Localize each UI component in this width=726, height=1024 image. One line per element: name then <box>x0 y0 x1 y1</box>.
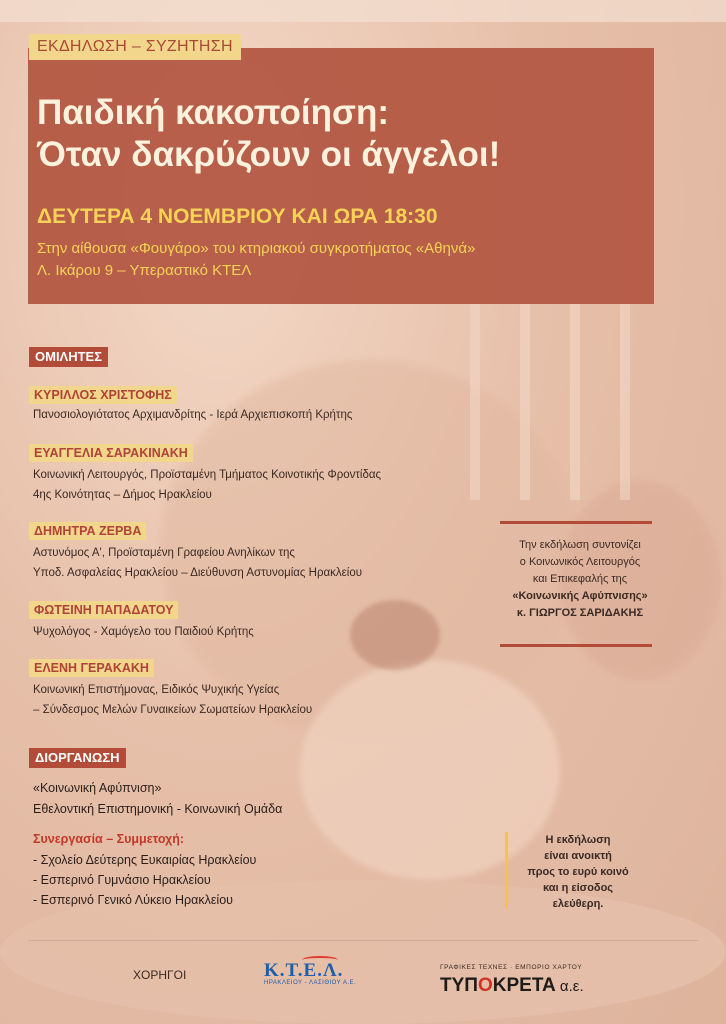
organizer-label: ΔΙΟΡΓΑΝΩΣΗ <box>29 748 126 768</box>
ktel-logo-subtitle: ΗΡΑΚΛΕΙΟΥ - ΛΑΣΙΘΙΟΥ Α.Ε. <box>264 980 357 986</box>
speaker-role: Αστυνόμος Α', Προϊσταμένη Γραφείου Ανηλίκων της <box>33 547 295 559</box>
event-title <box>37 92 500 176</box>
typokreta-brand-o: Ο <box>478 975 493 996</box>
ktel-logo-text: Κ.Τ.Ε.Λ. <box>264 960 344 981</box>
speaker-role: Πανοσιολογιότατος Αρχιμανδρίτης - Ιερά Αρχιεπισκοπή Κρήτης <box>33 409 353 421</box>
speakers-label: ΟΜΙΛΗΤΕΣ <box>29 347 108 367</box>
open-event-text <box>519 832 637 912</box>
bg-crib-rail <box>570 300 580 500</box>
typokreta-logo <box>440 964 600 1004</box>
speaker-role: – Σύνδεσμος Μελών Γυναικείων Σωματείων Ηρακλείου <box>33 704 313 716</box>
cooperation-item: - Σχολείο Δεύτερης Ευκαιρίας Ηρακλείου <box>33 853 257 867</box>
typokreta-tagline: ΓΡΑΦΙΚΕΣ ΤΕΧΝΕΣ · ΕΜΠΟΡΙΟ ΧΑΡΤΟΥ <box>440 964 583 971</box>
title-line-1: Παιδική κακοποίηση: <box>37 93 389 132</box>
event-type-tag: ΕΚΔΗΛΩΣΗ – ΣΥΖΗΤΗΣΗ <box>29 34 241 60</box>
coordinator-text <box>500 537 660 622</box>
top-strip <box>0 0 726 22</box>
coordinator-org: «Κοινωνικής Αφύπνισης» <box>512 590 648 602</box>
bg-crib-rail <box>620 300 630 500</box>
typokreta-brand <box>440 975 600 997</box>
speaker-name: ΕΛΕΝΗ ΓΕΡΑΚΑΚΗ <box>29 659 154 677</box>
cooperation-item: - Εσπερινό Γυμνάσιο Ηρακλείου <box>33 873 211 887</box>
coordinator-box <box>500 521 652 647</box>
open-event-line: προς το ευρύ κοινό <box>527 866 629 878</box>
organizer-description: Εθελοντική Επιστημονική - Κοινωνική Ομάδα <box>33 802 283 816</box>
coordinator-rule-top <box>500 521 652 524</box>
open-event-line: ελεύθερη. <box>552 898 604 910</box>
open-event-line: και η είσοδος <box>542 882 614 894</box>
organizer-name: «Κοινωνική Αφύπνιση» <box>33 781 162 795</box>
bg-crib-rail <box>520 300 530 500</box>
ktel-swoosh-icon <box>302 956 338 964</box>
open-event-line: είναι ανοικτή <box>544 850 612 862</box>
speaker-role: Κοινωνική Επιστήμονας, Ειδικός Ψυχικής Υγείας <box>33 684 280 696</box>
footer-divider <box>28 940 698 941</box>
speaker-role: Υποδ. Ασφαλείας Ηρακλείου – Διεύθυνση Αστυνομίας Ηρακλείου <box>33 567 363 579</box>
bg-blob-bear-nose <box>350 600 440 670</box>
cooperation-label: Συνεργασία – Συμμετοχή: <box>33 832 185 846</box>
coordinator-name: κ. ΓΙΩΡΓΟΣ ΣΑΡΙΔΑΚΗΣ <box>516 607 644 619</box>
title-line-2: Όταν δακρύζουν οι άγγελοι! <box>37 135 501 174</box>
coordinator-line: Την εκδήλωση συντονίζει <box>519 539 641 551</box>
typokreta-suffix: α.ε. <box>555 978 584 995</box>
speaker-name: ΦΩΤΕΙΝΗ ΠΑΠΑΔΑΤΟΥ <box>29 601 178 619</box>
open-event-line: Η εκδήλωση <box>545 834 611 846</box>
speaker-role: 4ης Κοινότητας – Δήμος Ηρακλείου <box>33 489 212 501</box>
event-venue <box>37 238 475 282</box>
open-event-bar <box>505 832 508 908</box>
typokreta-brand-c: ΚΡΕΤΑ <box>492 975 556 996</box>
sponsors-label: ΧΟΡΗΓΟΙ <box>133 968 187 982</box>
speaker-name: ΔΗΜΗΤΡΑ ΖΕΡΒΑ <box>29 522 146 540</box>
cooperation-item: - Εσπερινό Γενικό Λύκειο Ηρακλείου <box>33 893 233 907</box>
venue-line-2: Λ. Ικάρου 9 – Υπεραστικό ΚΤΕΛ <box>37 262 252 279</box>
speaker-name: ΚΥΡΙΛΛΟΣ ΧΡΙΣΤΟΦΗΣ <box>29 386 177 404</box>
typokreta-brand-a: ΤΥΠ <box>440 975 478 996</box>
coordinator-line: και Επικεφαλής της <box>532 573 628 585</box>
venue-line-1: Στην αίθουσα «Φουγάρο» του κτηριακού συγκροτήματος «Αθηνά» <box>37 240 476 257</box>
bg-crib-rail <box>470 300 480 500</box>
event-date-time: ΔΕΥΤΕΡΑ 4 ΝΟΕΜΒΡΙΟΥ ΚΑΙ ΩΡΑ 18:30 <box>37 205 438 228</box>
speaker-role: Ψυχολόγος - Χαμόγελο του Παιδιού Κρήτης <box>33 626 254 638</box>
coordinator-line: ο Κοινωνικός Λειτουργός <box>519 556 641 568</box>
speaker-role: Κοινωνική Λειτουργός, Προϊσταμένη Τμήματος Κοινοτικής Φροντίδας <box>33 469 382 481</box>
ktel-logo <box>264 960 370 1000</box>
speaker-name: ΕΥΑΓΓΕΛΙΑ ΣΑΡΑΚΙΝΑΚΗ <box>29 444 193 462</box>
coordinator-rule-bottom <box>500 644 652 647</box>
